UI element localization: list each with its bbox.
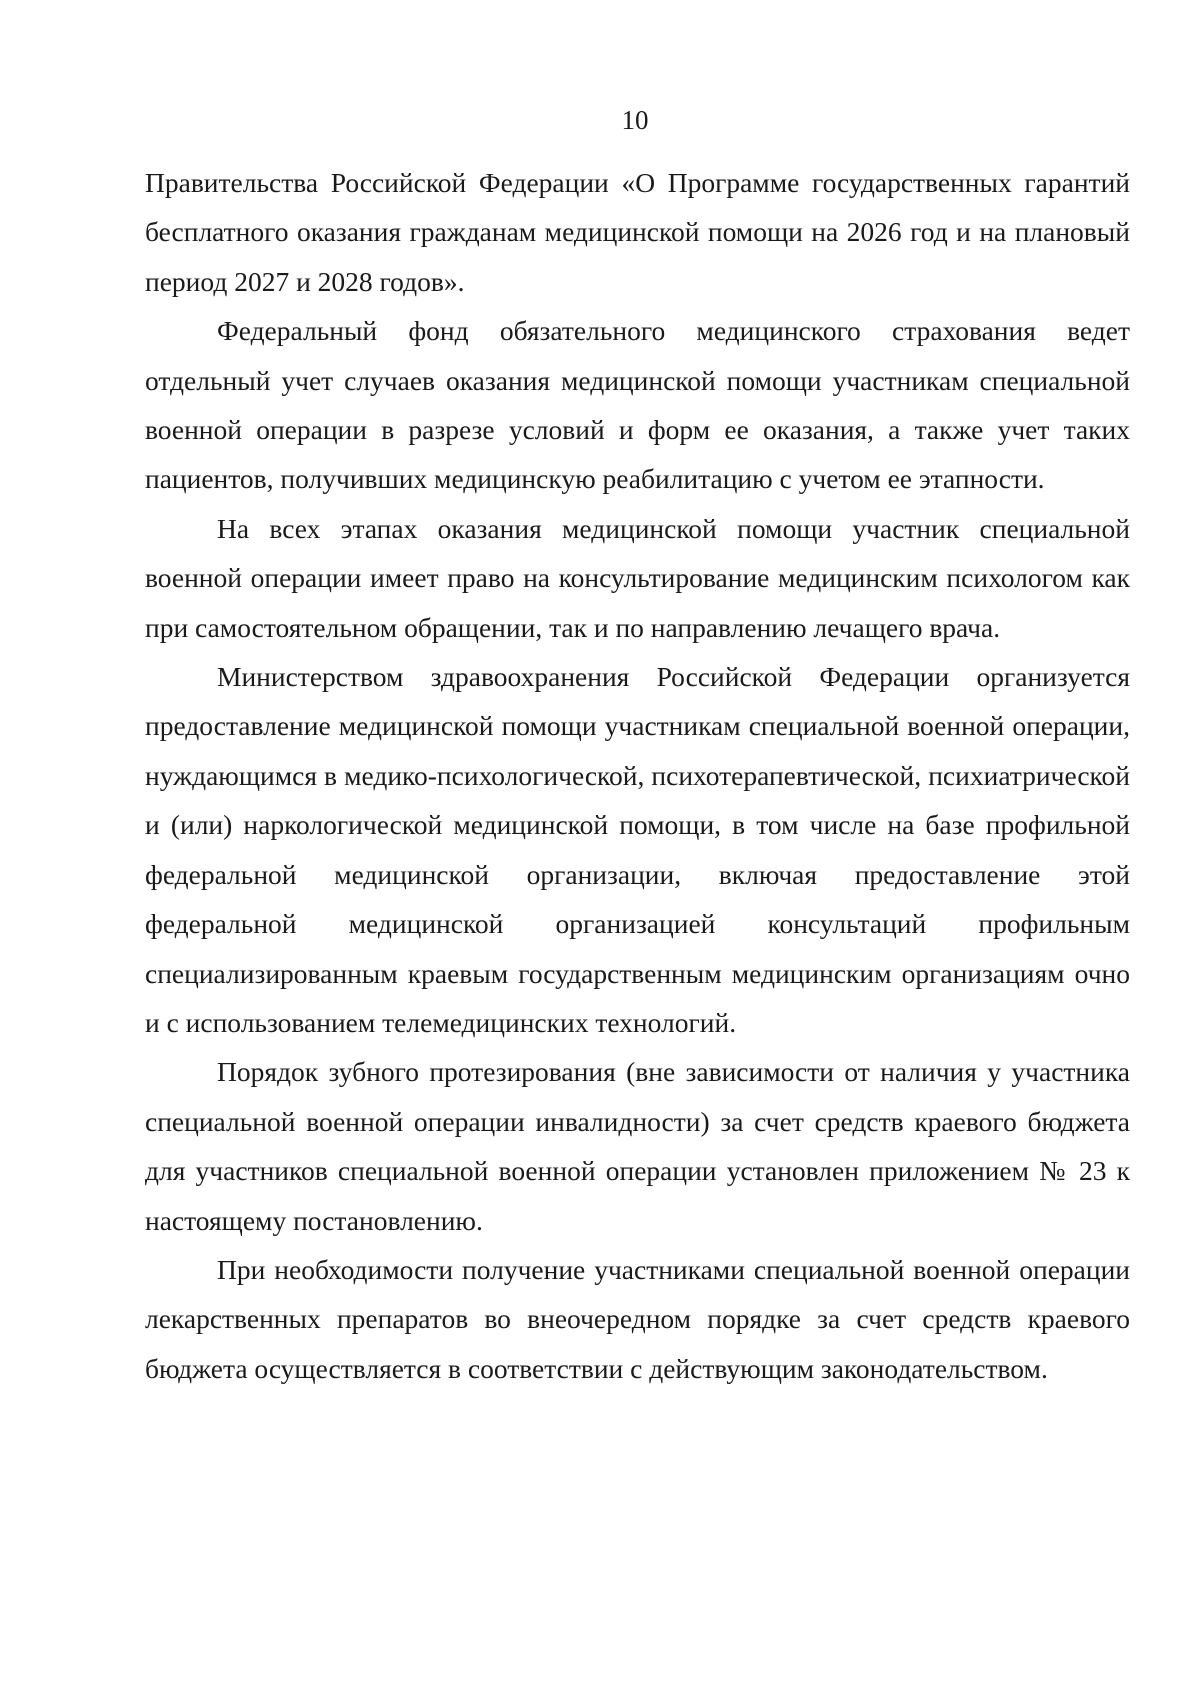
page-number: 10 bbox=[621, 105, 649, 135]
paragraph-dental-prosthetics: Порядок зубного протезирования (вне зависимости от наличия у участника специальной военной операции инвалидности) за счет средств краевого бюджета для участников специальной военной операции установлен приложением № 23 к настоящему постановлению. bbox=[145, 1056, 1130, 1236]
paragraph-psychologist-consultation: На всех этапах оказания медицинской помощи участник специальной военной операции имеет право на консультирование медицинским психологом как при самостоятельном обращении, так и по направлению лечащего врача. bbox=[145, 512, 1130, 643]
paragraph-medications: При необходимости получение участниками специальной военной операции лекарственных препаратов во внеочередном порядке за счет средств краевого бюджета осуществляется в соответствии с действующим законодательством. bbox=[145, 1253, 1130, 1384]
paragraph-ministry-care: Министерством здравоохранения Российской Федерации организуется предоставление медицинской помощи участникам специальной военной операции, нуждающимся в медико-психологической, психотерапевтической, психиатрической и (или) наркологической медицинской помощи, в том числе на базе профильной федеральной медицинской организации, включая предоставление этой федеральной медицинской организацией консультаций профильным специализированным краевым государственным медицинским организациям очно и с использованием телемедицинских технологий. bbox=[145, 661, 1130, 1038]
body-text bbox=[145, 158, 1130, 1393]
paragraph-continuation: Правительства Российской Федерации «О Программе государственных гарантий бесплатного оказания гражданам медицинской помощи на 2026 год и на плановый период 2027 и 2028 годов». bbox=[145, 167, 1130, 297]
paragraph-ffoms-accounting: Федеральный фонд обязательного медицинского страхования ведет отдельный учет случаев оказания медицинской помощи участникам специальной военной операции в разрезе условий и форм ее оказания, а также учет таких пациентов, получивших медицинскую реабилитацию с учетом ее этапности. bbox=[145, 315, 1130, 495]
